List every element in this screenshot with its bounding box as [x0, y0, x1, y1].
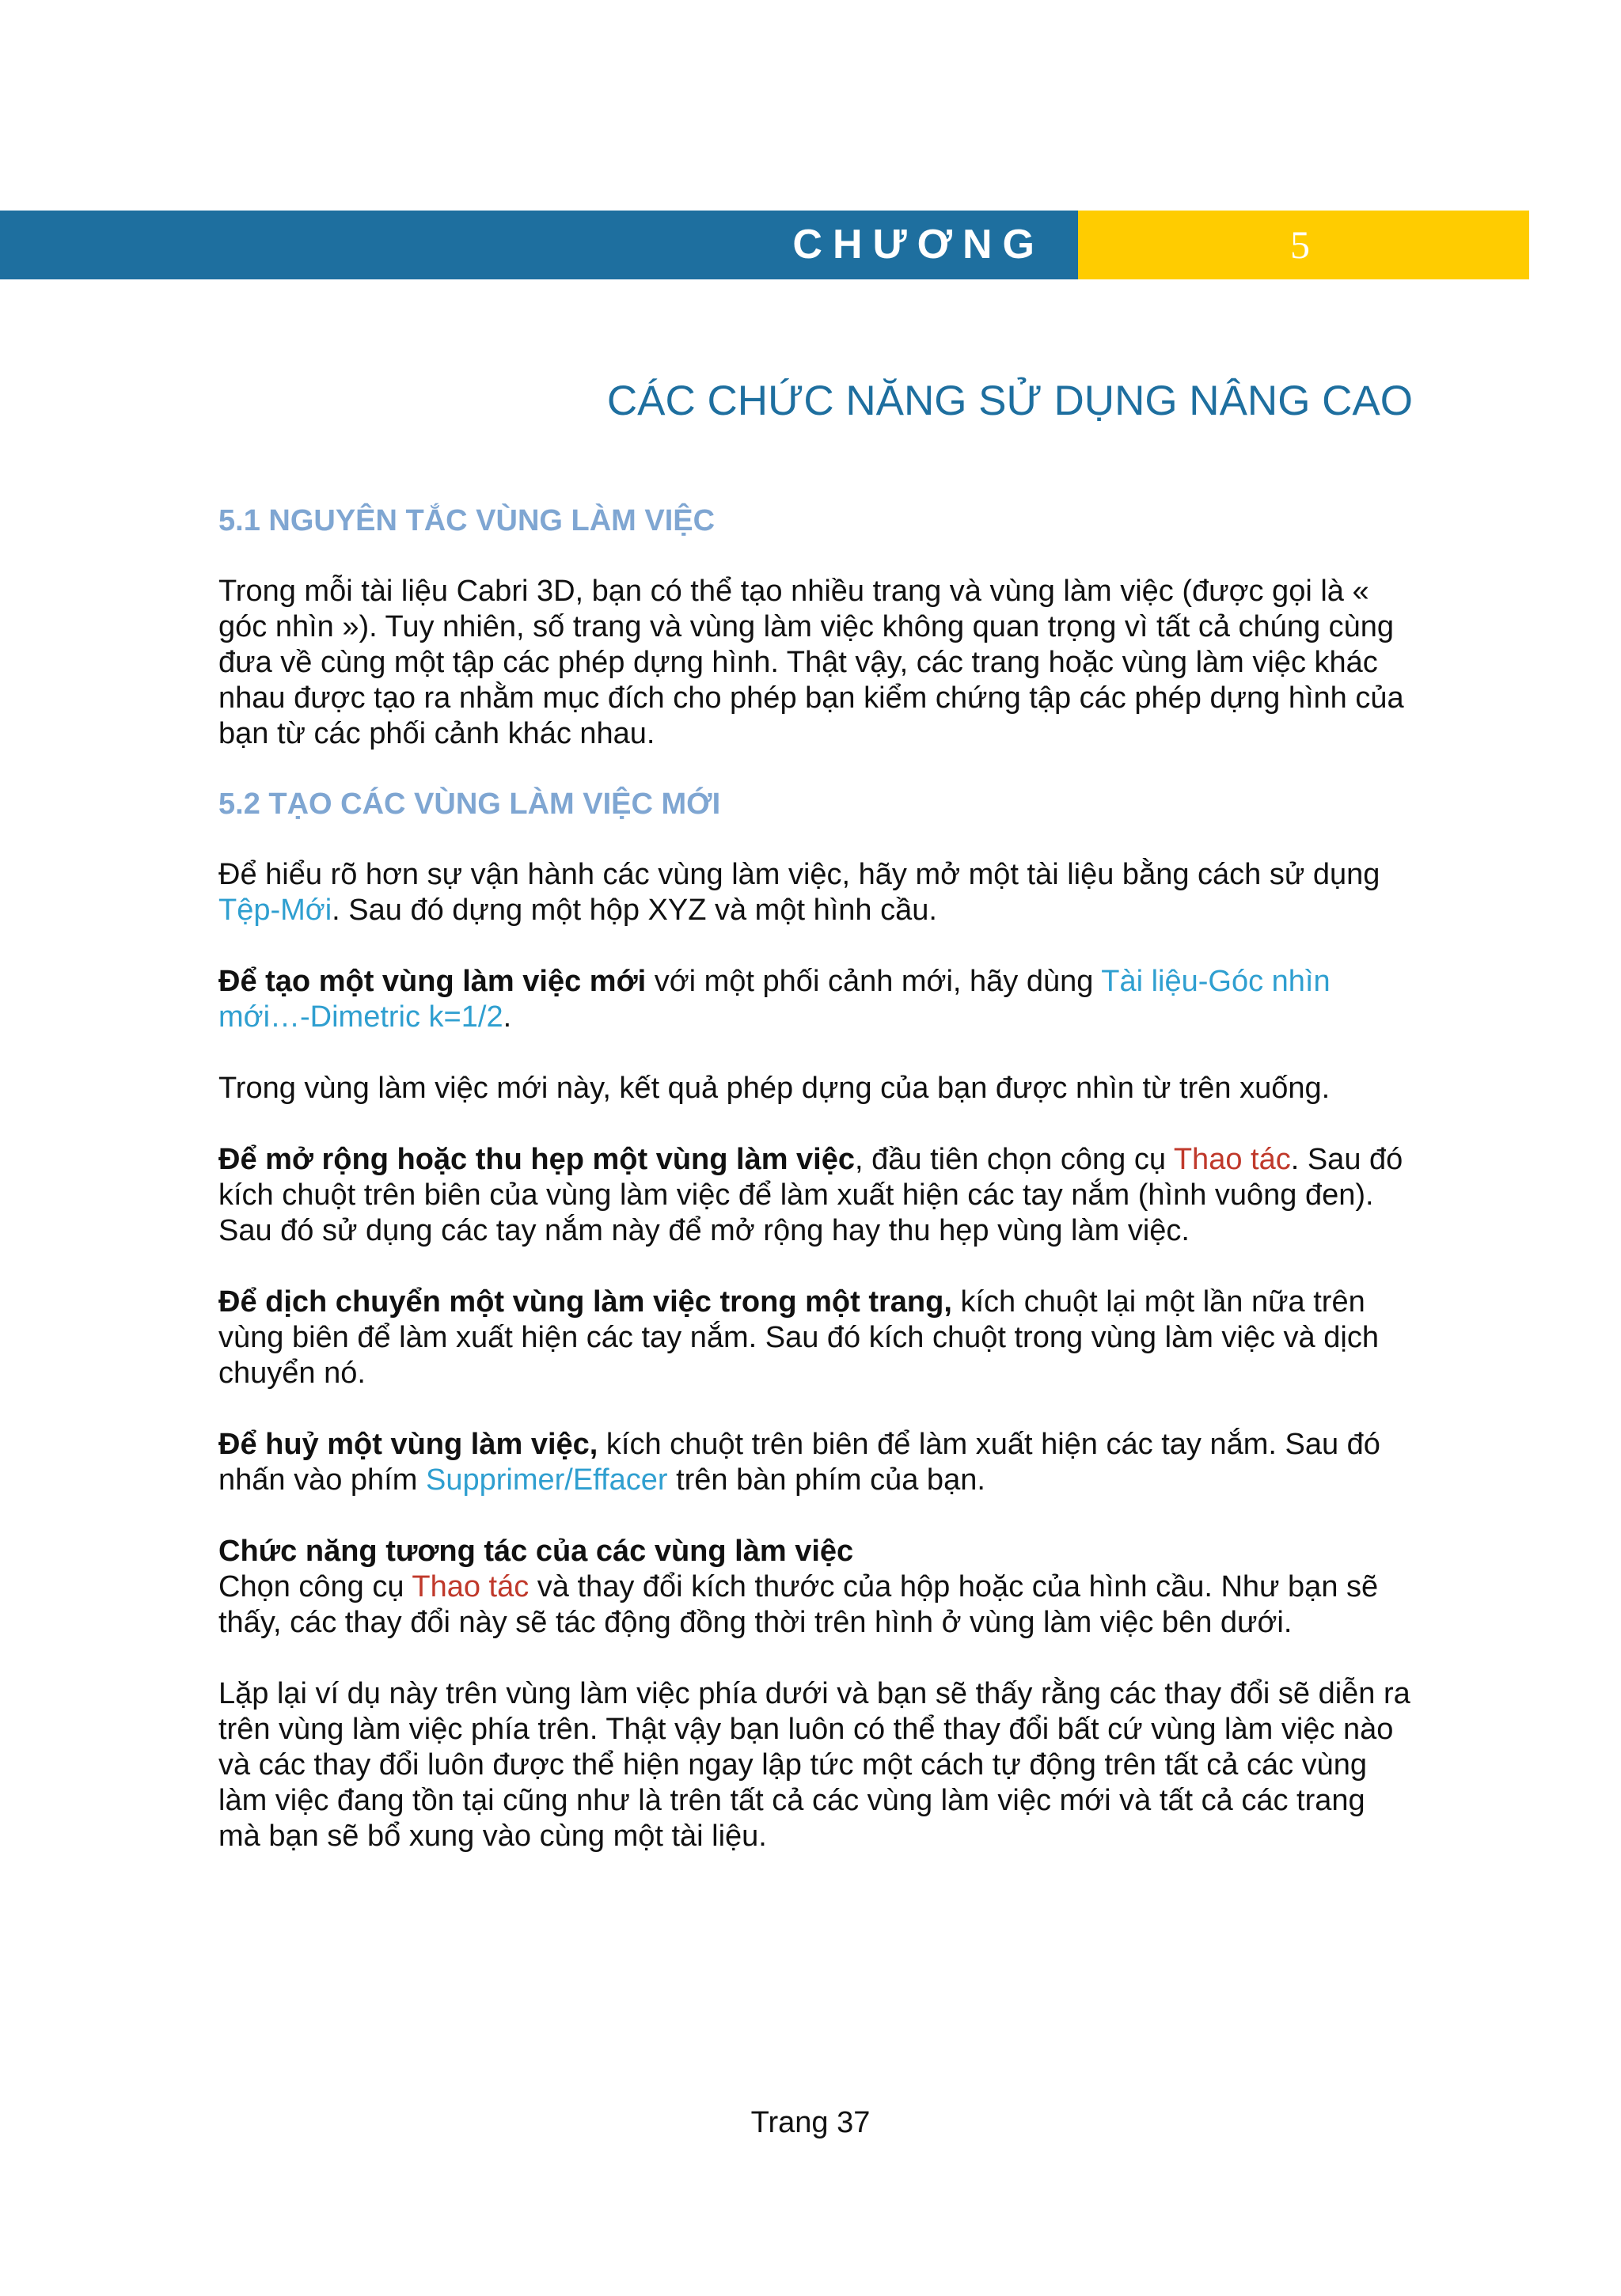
page-number: Trang 37	[750, 2106, 871, 2139]
key-reference-delete: Supprimer/Effacer	[425, 1463, 668, 1497]
paragraph-intro	[218, 857, 1414, 928]
bold-lead: Để mở rộng hoặc thu hẹp một vùng làm việc	[218, 1143, 856, 1176]
page-title: CÁC CHỨC NĂNG SỬ DỤNG NÂNG CAO	[606, 378, 1413, 424]
text: Để hiểu rõ hơn sự vận hành các vùng làm việc, hãy mở một tài liệu bằng cách sử dụng	[218, 858, 1380, 891]
chapter-number-band	[1078, 211, 1529, 279]
tool-reference-manipulate: Thao tác	[412, 1570, 530, 1603]
paragraph-resize-workspace	[218, 1142, 1414, 1249]
text: trên bàn phím của bạn.	[667, 1463, 985, 1497]
paragraph-create-workspace	[218, 964, 1414, 1035]
paragraph-workspace-principle: Trong mỗi tài liệu Cabri 3D, bạn có thể tạo nhiều trang và vùng làm việc (được gọi là « góc nhìn »). Tuy nhiên, số trang và vùng làm việc không quan trọng vì tất cả chúng cùng đưa về cùng một tập các phép dựng hình. Thật vậy, các trang hoặc vùng làm việc khác nhau được tạo ra nhằm mục đích cho phép bạn kiểm chứng tập các phép dựng hình của bạn từ các phối cảnh khác nhau.	[218, 575, 1404, 750]
menu-reference-new-view: Tài liệu-Góc nhìn mới…-Dimetric k=1/2	[218, 965, 1331, 1034]
bold-lead: Để tạo một vùng làm việc mới	[218, 965, 647, 998]
chapter-band	[0, 211, 1078, 279]
text: .	[503, 1000, 512, 1034]
text: Chọn công cụ	[218, 1570, 412, 1603]
section-heading-5-1: 5.1 NGUYÊN TẮC VÙNG LÀM VIỆC	[218, 504, 716, 537]
text: kích chuột trên biên để làm xuất hiện các tay nắm. Sau đó nhấn vào phím	[218, 1428, 1380, 1497]
bold-lead: Để huỷ một vùng làm việc,	[218, 1428, 598, 1461]
tool-reference-manipulate: Thao tác	[1173, 1143, 1291, 1176]
section-heading-5-2: 5.2 TẠO CÁC VÙNG LÀM VIỆC MỚI	[218, 787, 721, 821]
paragraph-new-view-result: Trong vùng làm việc mới này, kết quả phép dựng của bạn được nhìn từ trên xuống.	[218, 1072, 1331, 1105]
paragraph-delete-workspace	[218, 1427, 1414, 1498]
text: kích chuột lại một lần nữa trên vùng biên để làm xuất hiện các tay nắm. Sau đó kích chuột trong vùng làm việc và dịch chuyển nó.	[218, 1285, 1379, 1390]
text: . Sau đó dựng một hộp XYZ và một hình cầu.	[332, 894, 937, 927]
paragraph-interactive-function	[218, 1534, 1414, 1641]
paragraph-move-workspace	[218, 1285, 1414, 1391]
paragraph-repeat-example: Lặp lại ví dụ này trên vùng làm việc phía dưới và bạn sẽ thấy rằng các thay đổi sẽ diễn ra trên vùng làm việc phía trên. Thật vậy bạn luôn có thể thay đổi bất cứ vùng làm việc nào và các thay đổi luôn được thể hiện ngay lập tức một cách tự động trên tất cả các vùng làm việc đang tồn tại cũng như là trên tất cả các vùng làm việc mới và tất cả các trang mà bạn sẽ bổ xung vào cùng một tài liệu.	[218, 1677, 1410, 1853]
menu-reference-file-new: Tệp-Mới	[218, 894, 332, 927]
page-content	[218, 503, 1414, 1854]
text: với một phối cảnh mới, hãy dùng	[646, 965, 1102, 998]
bold-lead: Để dịch chuyển một vùng làm việc trong một trang,	[218, 1285, 952, 1319]
text: . Sau đó kích chuột trên biên của vùng làm việc để làm xuất hiện các tay nắm (hình vuông đen). Sau đó sử dụng các tay nắm này để mở rộng hay thu hẹp vùng làm việc.	[218, 1143, 1403, 1247]
chapter-label: CHƯƠNG	[792, 222, 1045, 268]
text: và thay đổi kích thước của hộp hoặc của hình cầu. Như bạn sẽ thấy, các thay đổi này sẽ tác động đồng thời trên hình ở vùng làm việc bên dưới.	[218, 1570, 1379, 1639]
text: , đầu tiên chọn công cụ	[855, 1143, 1174, 1176]
subheading-interactive: Chức năng tương tác của các vùng làm việc	[218, 1535, 854, 1568]
chapter-number: 5	[1290, 222, 1310, 267]
